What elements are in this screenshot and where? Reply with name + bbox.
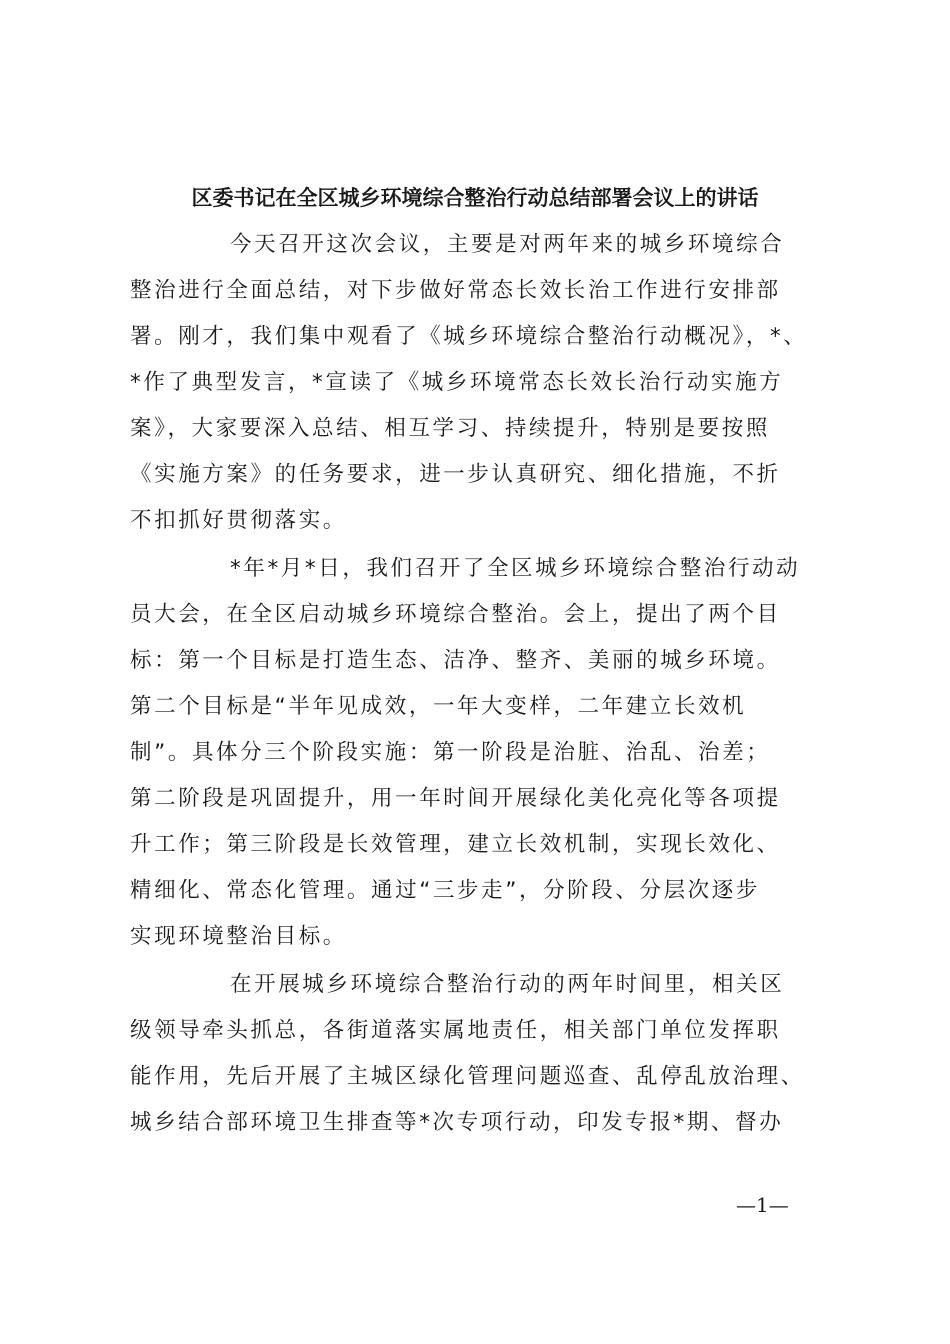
paragraph-1-line-1: 今天召开这次会议，主要是对两年来的城乡环境综合 <box>230 232 785 257</box>
document-title: 区委书记在全区城乡环境综合整治行动总结部署会议上的讲话 <box>191 185 759 210</box>
paragraph-3-line-2: 级领导牵头抓总，各街道落实属地责任，相关部门单位发挥职 <box>130 1018 781 1043</box>
paragraph-2-line-9: 实现环境整治目标。 <box>130 924 347 949</box>
paragraph-3-line-4: 城乡结合部环境卫生排查等*次专项行动，印发专报*期、督办 <box>130 1110 784 1135</box>
paragraph-2-line-8: 精细化、常态化管理。通过“三步走”，分阶段、分层次逐步 <box>130 878 760 903</box>
paragraph-2-line-5: 制”。具体分三个阶段实施：第一阶段是治脏、治乱、治差； <box>130 740 771 765</box>
paragraph-2-line-1: *年*月*日，我们召开了全区城乡环境综合整治行动动 <box>230 556 801 581</box>
paragraph-2-line-7: 升工作；第三阶段是长效管理，建立长效机制，实现长效化、 <box>130 832 781 857</box>
paragraph-1-line-5: 案》，大家要深入总结、相互学习、持续提升，特别是要按照 <box>130 416 770 441</box>
paragraph-2-line-6: 第二阶段是巩固提升，用一年时间开展绿化美化亮化等各项提 <box>130 786 781 811</box>
paragraph-2-line-4: 第二个目标是“半年见成效，一年大变样，二年建立长效机 <box>130 694 747 719</box>
paragraph-2-line-2: 员大会，在全区启动城乡环境综合整治。会上，提出了两个目 <box>130 602 781 627</box>
paragraph-1-line-4: *作了典型发言，*宣读了《城乡环境常态长效长治行动实施方 <box>130 370 784 395</box>
paragraph-3-line-3: 能作用，先后开展了主城区绿化管理问题巡查、乱停乱放治理、 <box>130 1064 805 1089</box>
paragraph-3-line-1: 在开展城乡环境综合整治行动的两年时间里，相关区 <box>230 972 785 997</box>
paragraph-2-line-3: 标：第一个目标是打造生态、洁净、整齐、美丽的城乡环境。 <box>130 648 781 673</box>
paragraph-1-line-7: 不扣抓好贯彻落实。 <box>130 508 347 533</box>
paragraph-1-line-3: 署。刚才，我们集中观看了《城乡环境综合整治行动概况》，*、 <box>130 324 808 349</box>
paragraph-1-line-6: 《实施方案》的任务要求，进一步认真研究、细化措施，不折 <box>130 462 781 487</box>
page-number: —1— <box>736 1193 789 1217</box>
paragraph-1-line-2: 整治进行全面总结，对下步做好常态长效长治工作进行安排部 <box>130 278 781 303</box>
